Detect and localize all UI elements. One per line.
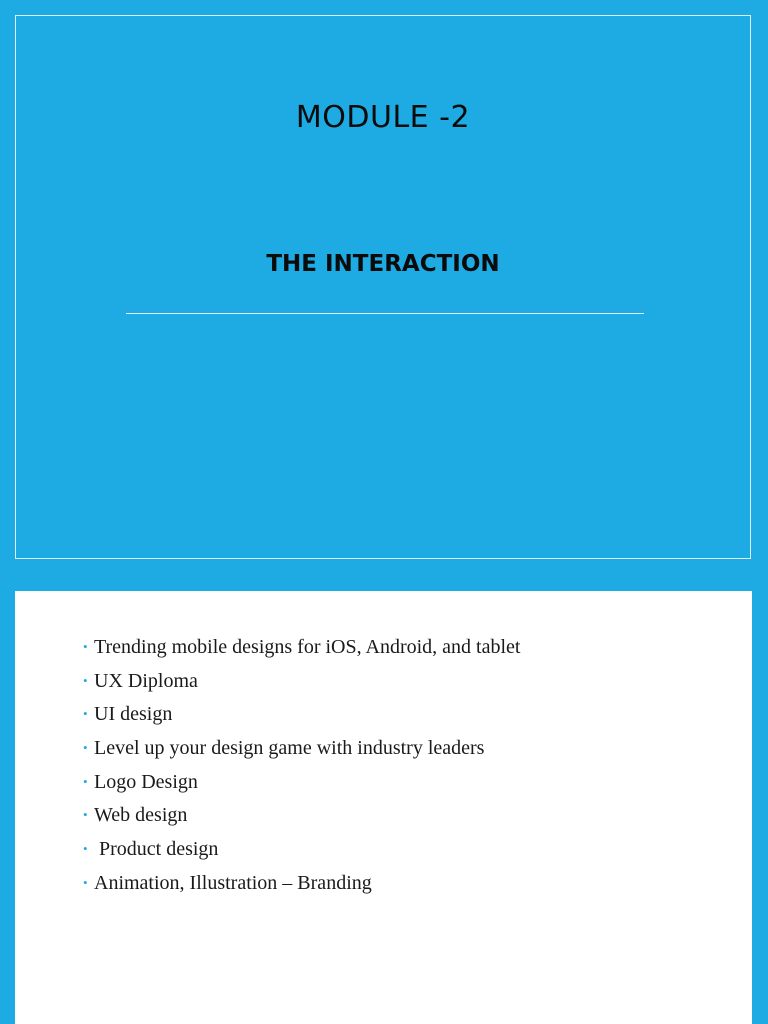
list-item <box>83 837 520 871</box>
list-item-text: UX Diploma <box>94 669 198 692</box>
bullet-dot-icon: • <box>83 672 88 688</box>
bullet-dot-icon: • <box>83 639 88 654</box>
list-item <box>83 770 520 804</box>
list-item-text: UI design <box>94 703 173 726</box>
list-item-text: Product design <box>94 838 219 861</box>
list-item <box>83 635 520 669</box>
content-slide <box>15 591 752 1024</box>
list-item <box>83 669 520 703</box>
bullet-dot-icon: • <box>83 874 88 890</box>
module-title: MODULE -2 <box>295 100 471 135</box>
title-divider <box>126 313 644 314</box>
list-item-text: Logo Design <box>94 770 198 793</box>
section-title: THE INTERACTION <box>266 251 500 277</box>
list-item <box>83 736 520 770</box>
bullet-dot-icon: • <box>83 773 88 789</box>
list-item <box>83 702 520 736</box>
list-item <box>83 871 520 905</box>
bullet-dot-icon: • <box>83 740 88 756</box>
bullet-dot-icon: • <box>83 841 88 857</box>
list-item-text: Trending mobile designs for iOS, Android, and tablet <box>94 636 521 658</box>
list-item-text: Animation, Illustration – Branding <box>94 871 372 894</box>
bullet-list <box>83 635 520 905</box>
list-item-text: Level up your design game with industry leaders <box>94 737 485 760</box>
list-item-text: Web design <box>94 804 188 827</box>
bullet-dot-icon: • <box>83 706 88 722</box>
list-item <box>83 803 520 837</box>
title-slide <box>15 15 751 559</box>
bullet-dot-icon: • <box>83 807 88 823</box>
